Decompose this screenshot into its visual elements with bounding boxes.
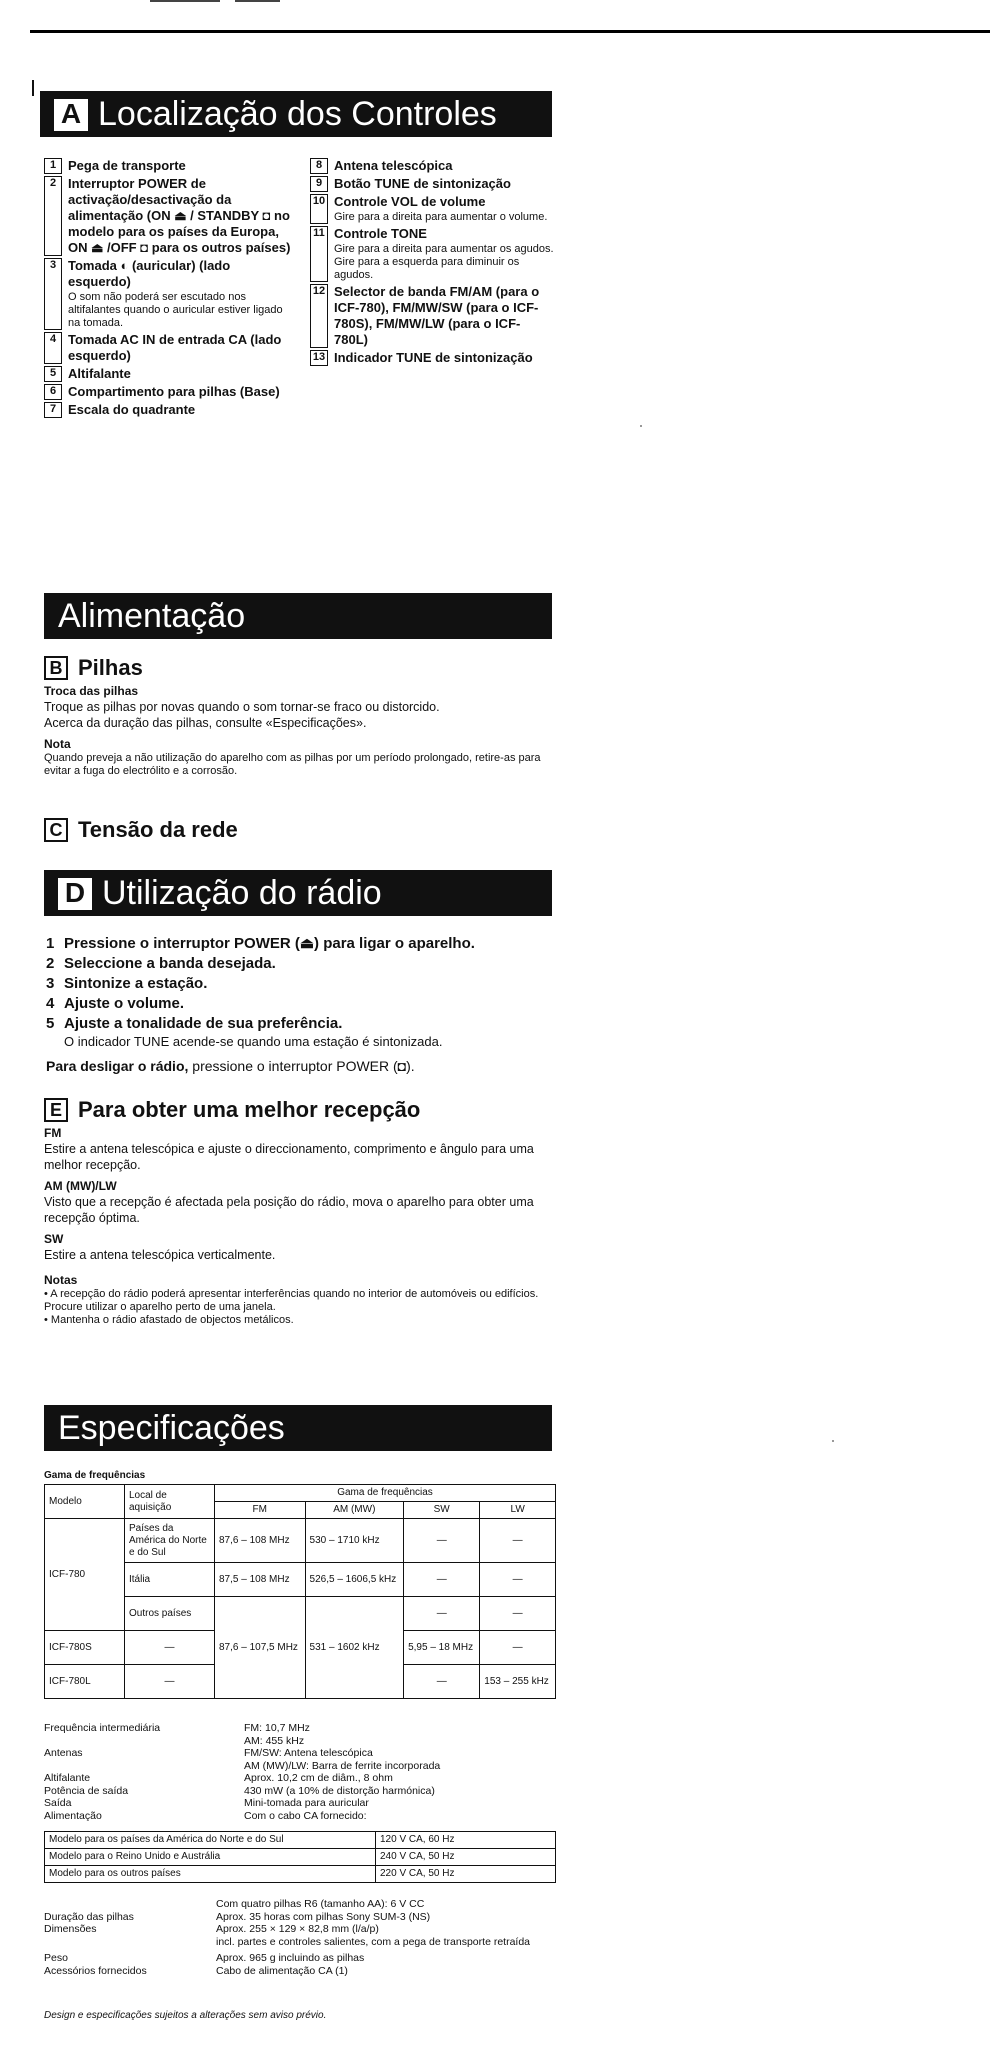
table-header: Gama de frequências <box>215 1485 556 1502</box>
section-letter: B <box>44 656 68 680</box>
control-item <box>310 226 554 282</box>
table-cell: — <box>480 1597 556 1631</box>
scan-dot <box>640 425 642 427</box>
step-note: O indicador TUNE acende-se quando uma estação é sintonizada. <box>64 1034 443 1049</box>
control-title: Tomada AC IN de entrada CA (lado esquerdo) <box>68 332 282 363</box>
spec-row <box>44 1810 564 1823</box>
control-number: 10 <box>310 194 328 224</box>
step-item <box>46 954 566 974</box>
spec-value: Com o cabo CA fornecido: <box>244 1809 367 1822</box>
control-item <box>44 402 294 418</box>
table-cell: 530 – 1710 kHz <box>305 1519 404 1563</box>
spec-key: Frequência intermediária <box>44 1722 161 1734</box>
control-title: Botão TUNE de sintonização <box>334 176 511 191</box>
spec-value: Cabo de alimentação CA (1) <box>216 1964 348 1977</box>
frequency-table <box>44 1484 556 1699</box>
spec-value: Aprox. 10,2 cm de diâm., 8 ohm <box>244 1772 393 1784</box>
specs-list <box>44 1722 564 1822</box>
control-title: Pega de transporte <box>68 158 186 173</box>
table-cell: 87,6 – 108 MHz <box>215 1519 306 1563</box>
spec-value: Aprox. 255 × 129 × 82,8 mm (l/a/p) incl. partes e controles salientes, com a pega de transporte retraída <box>216 1923 531 1948</box>
am-text: Visto que a recepção é afectada pela posição do rádio, mova o aparelho para obter uma recepção óptima. <box>44 1195 534 1225</box>
step-text: Seleccione a banda desejada. <box>64 955 276 972</box>
margin-mark <box>32 80 34 96</box>
spec-value: Aprox. 965 g incluindo as pilhas <box>216 1952 365 1964</box>
control-item <box>44 384 294 400</box>
table-cell: — <box>480 1631 556 1665</box>
table-cell: ICF-780 <box>45 1519 125 1631</box>
table-header: Modelo <box>45 1485 125 1519</box>
section-letter: A <box>54 99 88 131</box>
control-number: 3 <box>44 258 62 330</box>
power-table <box>44 1831 556 1883</box>
pilhas-text: Acerca da duração das pilhas, consulte «Especificações». <box>44 716 367 730</box>
control-item <box>310 176 554 192</box>
utilizacao-header <box>44 870 552 916</box>
step-number: 3 <box>46 975 55 992</box>
table-cell: ICF-780L <box>45 1665 125 1699</box>
control-desc: O som não poderá ser escutado nos altifalantes quando o auricular estiver ligado na tomada. <box>68 291 283 329</box>
table-cell: 531 – 1602 kHz <box>305 1597 404 1699</box>
control-title: Tomada ◐ (auricular) (lado esquerdo) <box>68 258 231 289</box>
step-text: Sintonize a estação. <box>64 975 208 992</box>
control-title: Altifalante <box>68 366 131 381</box>
step-number: 4 <box>46 995 55 1012</box>
table-header: SW <box>404 1502 480 1519</box>
spec-row <box>44 1772 564 1785</box>
control-number: 8 <box>310 158 328 174</box>
control-item <box>44 332 294 364</box>
step-text: Ajuste o volume. <box>64 995 185 1012</box>
spec-key: Duração das pilhas <box>44 1910 134 1923</box>
notas-title: Notas <box>44 1273 78 1287</box>
step-number: 1 <box>46 935 55 952</box>
control-title: Controle VOL de volume <box>334 194 486 209</box>
table-cell: 87,5 – 108 MHz <box>215 1563 306 1597</box>
spec-key <box>44 1898 216 1911</box>
table-cell: — <box>480 1563 556 1597</box>
spec-value: 430 mW (a 10% de distorção harmónica) <box>244 1784 435 1797</box>
step-number: 2 <box>46 955 55 972</box>
control-item <box>44 366 294 382</box>
control-title: Selector de banda FM/AM (para o ICF-780), FM/MW/SW (para o ICF-780S), FM/MW/LW (para o ICF-780L) <box>334 284 540 347</box>
control-item <box>310 284 554 348</box>
power-off-text <box>46 1058 566 1074</box>
section-title: Alimentação <box>58 597 246 635</box>
spec-key: Peso <box>44 1952 68 1964</box>
table-cell: 526,5 – 1606,5 kHz <box>305 1563 404 1597</box>
spec-key: Alimentação <box>44 1809 102 1822</box>
pilhas-section <box>44 654 564 778</box>
scan-dot <box>832 1440 834 1442</box>
tensao-section <box>44 816 564 844</box>
step-item <box>46 934 566 954</box>
table-cell: 87,6 – 107,5 MHz <box>215 1597 306 1699</box>
subsection-title: Pilhas <box>78 655 143 680</box>
table-header: LW <box>480 1502 556 1519</box>
spec-value: FM/SW: Antena telescópica AM (MW)/LW: Barra de ferrite incorporada <box>244 1747 441 1772</box>
recepcao-section <box>44 1096 569 1327</box>
sw-text: Estire a antena telescópica verticalmente. <box>44 1248 276 1262</box>
controls-right-list <box>310 158 554 368</box>
spec-row <box>44 1911 564 1924</box>
table-cell: — <box>125 1665 215 1699</box>
table-header: Local de aquisição <box>125 1485 215 1519</box>
control-number: 2 <box>44 176 62 256</box>
section-letter: E <box>44 1098 68 1122</box>
step-number: 5 <box>46 1015 55 1032</box>
power-model: Modelo para os outros países <box>45 1866 376 1883</box>
table-cell: Itália <box>125 1563 215 1597</box>
table-header: FM <box>215 1502 306 1519</box>
spec-key: Dimensões <box>44 1923 97 1935</box>
pilhas-text: Troque as pilhas por novas quando o som tornar-se fraco ou distorcido. <box>44 700 440 714</box>
fm-title: FM <box>44 1126 62 1140</box>
step-item <box>46 974 566 994</box>
table-cell: — <box>404 1665 480 1699</box>
table-cell: Outros países <box>125 1597 215 1631</box>
nota-text: Quando preveja a não utilização do aparelho com as pilhas por um período prolongado, retire-as para evitar a fuga do electrólito e a corrosão. <box>44 752 541 777</box>
control-number: 4 <box>44 332 62 364</box>
subsection-title: Para obter uma melhor recepção <box>78 1097 421 1122</box>
spec-value: Com quatro pilhas R6 (tamanho AA): 6 V CC <box>216 1898 425 1910</box>
control-number: 5 <box>44 366 62 382</box>
power-off-rest: pressione o interruptor POWER (◘). <box>188 1058 415 1074</box>
spec-row <box>44 1898 564 1911</box>
control-title: Compartimento para pilhas (Base) <box>68 384 280 399</box>
control-item <box>44 158 294 174</box>
power-model: Modelo para o Reino Unido e Austrália <box>45 1849 376 1866</box>
table-cell: ICF-780S <box>45 1631 125 1665</box>
especificacoes-header <box>44 1405 552 1451</box>
step-text: Pressione o interruptor POWER (⏏) para ligar o aparelho. <box>64 935 475 952</box>
control-number: 7 <box>44 402 62 418</box>
spec-key: Saída <box>44 1797 72 1809</box>
control-title: Interruptor POWER de activação/desactivação da alimentação (ON ⏏ / STANDBY ◘ no modelo para os países da Europa, ON ⏏ /OFF ◘ para os outros países) <box>68 176 291 255</box>
am-title: AM (MW)/LW <box>44 1179 117 1193</box>
table-cell: — <box>404 1519 480 1563</box>
recepcao-heading <box>44 1096 569 1124</box>
table-cell: — <box>125 1631 215 1665</box>
specs-list-2 <box>44 1898 564 1977</box>
spec-row <box>44 1965 564 1978</box>
control-item <box>310 194 554 224</box>
control-title: Indicador TUNE de sintonização <box>334 350 533 365</box>
spec-row <box>44 1923 564 1948</box>
table-cell: 5,95 – 18 MHz <box>404 1631 480 1665</box>
step-item <box>46 994 566 1014</box>
control-number: 11 <box>310 226 328 282</box>
table-cell: 153 – 255 kHz <box>480 1665 556 1699</box>
pilhas-heading <box>44 654 564 682</box>
top-edge-mark <box>235 0 280 2</box>
sw-title: SW <box>44 1232 64 1246</box>
fm-text: Estire a antena telescópica e ajuste o direccionamento, comprimento e ângulo para uma melhor recepção. <box>44 1142 534 1172</box>
table-header: AM (MW) <box>305 1502 404 1519</box>
table-cell: — <box>480 1519 556 1563</box>
control-title: Escala do quadrante <box>68 402 196 417</box>
step-item <box>46 1014 566 1034</box>
section-letter: C <box>44 818 68 842</box>
table-cell: — <box>404 1563 480 1597</box>
tensao-heading <box>44 816 564 844</box>
controls-left-list <box>44 158 294 420</box>
spec-key: Altifalante <box>44 1772 91 1784</box>
power-value: 120 V CA, 60 Hz <box>376 1832 556 1849</box>
power-off-bold: Para desligar o rádio, <box>46 1058 189 1074</box>
top-rule <box>30 30 990 33</box>
power-value: 240 V CA, 50 Hz <box>376 1849 556 1866</box>
control-item <box>310 350 554 366</box>
control-number: 9 <box>310 176 328 192</box>
alimentacao-header <box>44 593 552 639</box>
section-letter: D <box>58 878 92 910</box>
nota-title: Nota <box>44 737 71 751</box>
section-title: Utilização do rádio <box>102 874 382 912</box>
control-item <box>310 158 554 174</box>
section-title: Localização dos Controles <box>98 95 497 133</box>
control-number: 13 <box>310 350 328 366</box>
control-item <box>44 258 294 330</box>
control-number: 1 <box>44 158 62 174</box>
spec-key: Antenas <box>44 1747 83 1759</box>
spec-key: Potência de saída <box>44 1784 129 1797</box>
steps-list <box>46 934 566 1074</box>
spec-row <box>44 1952 564 1965</box>
section-title: Especificações <box>58 1409 285 1447</box>
spec-row <box>44 1785 564 1798</box>
gama-title: Gama de frequências <box>44 1470 146 1481</box>
control-number: 6 <box>44 384 62 400</box>
table-cell: — <box>404 1597 480 1631</box>
section-a-header <box>40 91 552 137</box>
control-title: Controle TONE <box>334 226 427 241</box>
spec-key: Acessórios fornecidos <box>44 1964 147 1977</box>
pilhas-subtitle: Troca das pilhas <box>44 684 139 698</box>
notas-item: • Mantenha o rádio afastado de objectos metálicos. <box>44 1314 294 1326</box>
step-text: Ajuste a tonalidade de sua preferência. <box>64 1015 343 1032</box>
spec-footer: Design e especificações sujeitos a alterações sem aviso prévio. <box>44 2010 327 2021</box>
spec-row <box>44 1797 564 1810</box>
top-edge-mark <box>150 0 220 2</box>
spec-value: FM: 10,7 MHz AM: 455 kHz <box>244 1722 310 1747</box>
spec-value: Aprox. 35 horas com pilhas Sony SUM-3 (NS) <box>216 1910 431 1923</box>
power-value: 220 V CA, 50 Hz <box>376 1866 556 1883</box>
control-desc: Gire para a direita para aumentar o volume. <box>334 211 548 223</box>
control-number: 12 <box>310 284 328 348</box>
spec-row <box>44 1747 564 1772</box>
control-item <box>44 176 294 256</box>
subsection-title: Tensão da rede <box>78 817 238 842</box>
table-cell: Países da América do Norte e do Sul <box>125 1519 215 1563</box>
spec-value: Mini-tomada para auricular <box>244 1797 369 1809</box>
control-title: Antena telescópica <box>334 158 453 173</box>
power-model: Modelo para os países da América do Norte e do Sul <box>45 1832 376 1849</box>
spec-row <box>44 1722 564 1747</box>
notas-item: • A recepção do rádio poderá apresentar interferências quando no interior de automóveis ou edifícios. Procure utilizar o aparelho perto de uma janela. <box>44 1288 539 1313</box>
control-desc: Gire para a direita para aumentar os agudos. Gire para a esquerda para diminuir os agudos. <box>334 243 554 281</box>
